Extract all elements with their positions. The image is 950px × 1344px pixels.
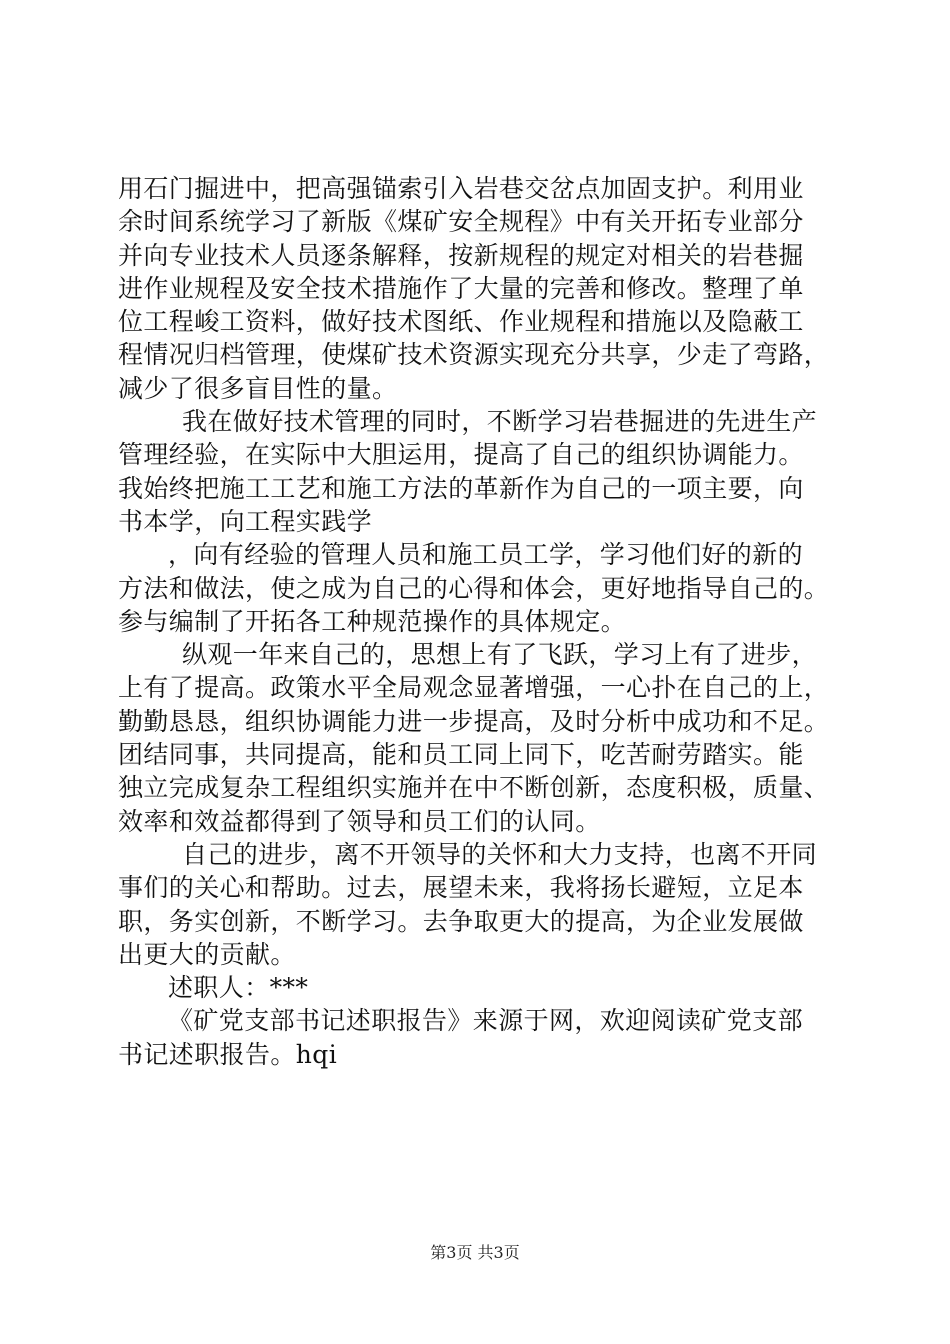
text-line: 事们的关心和帮助。过去，展望未来，我将扬长避短，立足本 <box>118 873 804 903</box>
paragraph-start-line: ，向有经验的管理人员和施工员工学，学习他们好的新的 <box>168 540 804 570</box>
text-line: 进作业规程及安全技术措施作了大量的完善和修改。整理了单 <box>118 273 804 303</box>
text-line: 余时间系统学习了新版《煤矿安全规程》中有关开拓专业部分 <box>118 207 804 237</box>
text-line: 我始终把施工工艺和施工方法的革新作为自己的一项主要，向 <box>118 473 804 503</box>
text-line: 独立完成复杂工程组织实施并在中不断创新，态度积极，质量、 <box>118 773 830 803</box>
text-line: 管理经验，在实际中大胆运用，提高了自己的组织协调能力。 <box>118 440 804 470</box>
page-number-footer: 第3页 共3页 <box>430 1243 520 1262</box>
text-line: 用石门掘进中，把高强锚索引入岩巷交岔点加固支护。利用业 <box>118 174 804 203</box>
source-note-line: 《矿党支部书记述职报告》来源于网，欢迎阅读矿党支部 <box>168 1006 804 1036</box>
text-line: 勤勤恳恳，组织协调能力进一步提高，及时分析中成功和不足。 <box>118 706 830 736</box>
signature-line: 述职人：*** <box>168 973 309 1003</box>
text-line: 位工程峻工资料，做好技术图纸、作业规程和措施以及隐蔽工 <box>118 307 804 337</box>
text-line: 书本学，向工程实践学 <box>118 506 373 536</box>
text-line: 团结同事，共同提高，能和员工同上同下，吃苦耐劳踏实。能 <box>118 740 804 770</box>
source-note-line: 书记述职报告。hqi <box>118 1039 338 1069</box>
text-line: 程情况归档管理，使煤矿技术资源实现充分共享，少走了弯路， <box>118 340 830 370</box>
text-line: 上有了提高。政策水平全局观念显著增强，一心扑在自己的上， <box>118 673 830 703</box>
text-line: 方法和做法，使之成为自己的心得和体会，更好地指导自己的。 <box>118 573 830 603</box>
text-line: 职，务实创新，不断学习。去争取更大的提高，为企业发展做 <box>118 906 804 936</box>
paragraph-start-line: 纵观一年来自己的，思想上有了飞跃，学习上有了进步， <box>182 640 818 670</box>
text-line: 参与编制了开拓各工种规范操作的具体规定。 <box>118 606 627 636</box>
text-line: 效率和效益都得到了领导和员工们的认同。 <box>118 806 601 836</box>
paragraph-start-line: 自己的进步，离不开领导的关怀和大力支持，也离不开同 <box>182 839 818 869</box>
text-line: 出更大的贡献。 <box>118 939 296 969</box>
text-line: 减少了很多盲目性的量。 <box>118 373 398 403</box>
paragraph-start-line: 我在做好技术管理的同时，不断学习岩巷掘进的先进生产 <box>182 407 818 437</box>
text-line: 并向专业技术人员逐条解释，按新规程的规定对相关的岩巷掘 <box>118 240 804 270</box>
document-body <box>118 172 846 1071</box>
